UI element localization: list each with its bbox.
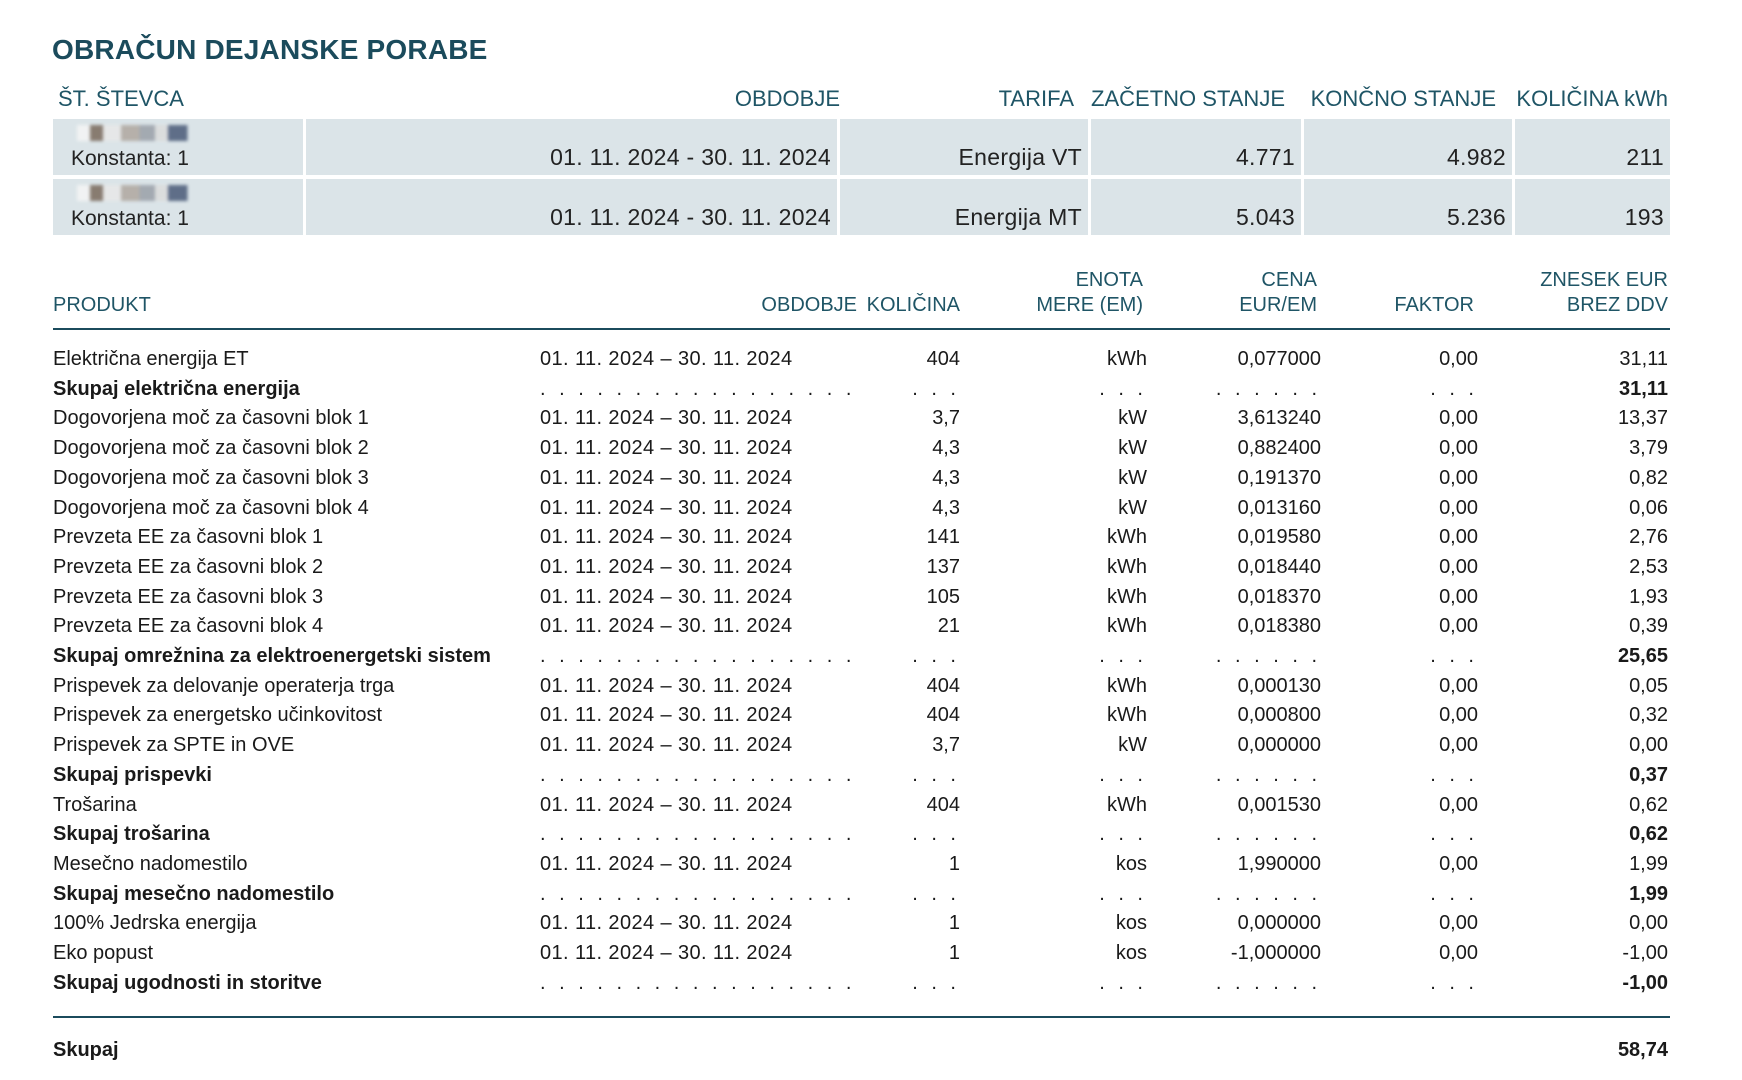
product-price: 0,000000 (1237, 734, 1321, 756)
product-amount: 0,32 (1629, 704, 1668, 726)
grand-total-row (53, 1036, 1670, 1064)
product-unit: kWh (1107, 586, 1147, 608)
product-period: 01. 11. 2024 – 30. 11. 2024 (540, 437, 793, 459)
product-quantity: . . . (912, 764, 960, 786)
product-factor: . . . (1430, 645, 1478, 667)
product-quantity: 404 (926, 348, 960, 370)
col-quantity-kwh: KOLIČINA kWh (1516, 86, 1668, 111)
col-tariff: TARIFA (998, 86, 1074, 111)
product-name: Mesečno nadomestilo (53, 853, 248, 875)
product-unit: kos (1115, 912, 1147, 934)
meter-period-cell (306, 179, 837, 235)
product-amount: 25,65 (1617, 645, 1668, 667)
table-row (53, 404, 1670, 432)
table-row (53, 612, 1670, 640)
section-title: OBRAČUN DEJANSKE PORABE (52, 34, 488, 65)
product-period: 01. 11. 2024 – 30. 11. 2024 (540, 853, 793, 875)
product-name: Skupaj prispevki (53, 764, 212, 786)
product-period: . . . . . . . . . . . . . . . . . (540, 378, 856, 400)
product-price: -1,000000 (1230, 942, 1321, 964)
product-period: . . . . . . . . . . . . . . . . . (540, 883, 856, 905)
product-price: . . . . . . (1215, 378, 1321, 400)
product-period: 01. 11. 2024 – 30. 11. 2024 (540, 704, 793, 726)
meter-constant: Konstanta: 1 (71, 207, 189, 230)
meter-end-cell (1304, 179, 1512, 235)
product-factor: . . . (1430, 823, 1478, 845)
product-unit: kW (1118, 437, 1147, 459)
meter-end: 5.236 (1446, 204, 1506, 230)
product-price: 0,013160 (1237, 497, 1321, 519)
product-amount: 31,11 (1619, 348, 1668, 370)
col-unit-line1: ENOTA (1075, 269, 1143, 291)
product-unit: . . . (1099, 378, 1147, 400)
product-table-header (53, 268, 1670, 320)
product-name: Skupaj trošarina (53, 823, 210, 845)
product-period: 01. 11. 2024 – 30. 11. 2024 (540, 497, 793, 519)
col-end-state: KONČNO STANJE (1310, 86, 1496, 111)
total-divider (53, 1016, 1670, 1018)
meter-start: 4.771 (1235, 144, 1295, 170)
product-amount: 0,37 (1629, 764, 1668, 786)
product-unit: kW (1118, 467, 1147, 489)
product-price: 0,191370 (1237, 467, 1321, 489)
product-price: 0,018380 (1237, 615, 1321, 637)
meter-end: 4.982 (1446, 144, 1506, 170)
subtotal-row (53, 969, 1670, 997)
product-name: Prispevek za SPTE in OVE (53, 734, 295, 756)
product-factor: 0,00 (1439, 526, 1478, 548)
product-period: . . . . . . . . . . . . . . . . . (540, 764, 856, 786)
product-price: 0,882400 (1237, 437, 1321, 459)
product-quantity: . . . (912, 645, 960, 667)
product-name: Dogovorjena moč za časovni blok 1 (53, 407, 369, 429)
product-unit: kos (1115, 942, 1147, 964)
product-period: 01. 11. 2024 – 30. 11. 2024 (540, 348, 793, 370)
product-name: Skupaj električna energija (53, 378, 300, 400)
product-unit: kW (1118, 497, 1147, 519)
product-name: Prispevek za energetsko učinkovitost (53, 704, 383, 726)
col-price-line1: CENA (1261, 269, 1317, 291)
product-quantity: 4,3 (932, 467, 960, 489)
col-meter: ŠT. ŠTEVCA (58, 86, 184, 111)
product-price: . . . . . . (1215, 883, 1321, 905)
product-factor: 0,00 (1439, 675, 1478, 697)
table-row (53, 464, 1670, 492)
product-price: 0,019580 (1237, 526, 1321, 548)
product-amount: 31,11 (1619, 378, 1668, 400)
product-factor: . . . (1430, 764, 1478, 786)
product-period: 01. 11. 2024 – 30. 11. 2024 (540, 407, 793, 429)
product-unit: kos (1115, 853, 1147, 875)
product-factor: 0,00 (1439, 853, 1478, 875)
col-factor: FAKTOR (1394, 294, 1474, 316)
product-amount: -1,00 (1622, 972, 1668, 994)
meter-tariff-cell (840, 179, 1088, 235)
meter-constant: Konstanta: 1 (71, 147, 189, 170)
product-price: 0,000130 (1237, 675, 1321, 697)
product-name: Skupaj omrežnina za elektroenergetski sistem (53, 645, 491, 667)
product-quantity: 404 (926, 675, 960, 697)
product-unit: kWh (1107, 526, 1147, 548)
subtotal-row (53, 375, 1670, 403)
product-unit: kWh (1107, 794, 1147, 816)
table-row (53, 672, 1670, 700)
product-factor: 0,00 (1439, 467, 1478, 489)
product-period: 01. 11. 2024 – 30. 11. 2024 (540, 586, 793, 608)
product-price: 1,990000 (1237, 853, 1321, 875)
product-price: . . . . . . (1215, 764, 1321, 786)
product-amount: 2,53 (1629, 556, 1668, 578)
product-unit: kW (1118, 734, 1147, 756)
product-name: Dogovorjena moč za časovni blok 3 (53, 467, 369, 489)
product-unit: kWh (1107, 675, 1147, 697)
product-name: Dogovorjena moč za časovni blok 4 (53, 497, 369, 519)
product-period: 01. 11. 2024 – 30. 11. 2024 (540, 556, 793, 578)
meter-qty-cell (1515, 179, 1670, 235)
product-period: 01. 11. 2024 – 30. 11. 2024 (540, 615, 793, 637)
product-unit: . . . (1099, 764, 1147, 786)
col-unit-line2: MERE (EM) (1036, 294, 1143, 316)
product-price: 0,000800 (1237, 704, 1321, 726)
meter-end-cell (1304, 119, 1512, 175)
product-amount: 0,39 (1629, 615, 1668, 637)
product-factor: 0,00 (1439, 615, 1478, 637)
product-period: 01. 11. 2024 – 30. 11. 2024 (540, 467, 793, 489)
product-unit: kWh (1107, 556, 1147, 578)
product-quantity: . . . (912, 378, 960, 400)
product-amount: 0,00 (1629, 734, 1668, 756)
product-quantity: 21 (937, 615, 960, 637)
meter-start: 5.043 (1235, 204, 1295, 230)
product-name: Prevzeta EE za časovni blok 3 (53, 586, 324, 608)
subtotal-row (53, 880, 1670, 908)
product-period: . . . . . . . . . . . . . . . . . (540, 972, 856, 994)
col-start-state: ZAČETNO STANJE (1091, 86, 1285, 111)
subtotal-row (53, 820, 1670, 848)
meter-table-header (56, 86, 1670, 116)
table-row (53, 345, 1670, 373)
product-quantity: 3,7 (932, 734, 960, 756)
col-period: OBDOBJE (761, 294, 857, 316)
product-price: 0,001530 (1237, 794, 1321, 816)
product-factor: 0,00 (1439, 407, 1478, 429)
product-factor: . . . (1430, 378, 1478, 400)
product-factor: 0,00 (1439, 734, 1478, 756)
product-name: Prevzeta EE za časovni blok 2 (53, 556, 324, 578)
product-name: Trošarina (53, 794, 137, 816)
product-quantity: 141 (926, 526, 960, 548)
product-quantity: 4,3 (932, 497, 960, 519)
product-amount: -1,00 (1622, 942, 1668, 964)
product-quantity: 1 (948, 942, 960, 964)
product-unit: . . . (1099, 645, 1147, 667)
product-quantity: 404 (926, 704, 960, 726)
col-amount-line2: BREZ DDV (1566, 294, 1668, 316)
table-row (53, 731, 1670, 759)
product-factor: . . . (1430, 883, 1478, 905)
meter-tariff: Energija VT (958, 144, 1082, 170)
product-unit: kWh (1107, 615, 1147, 637)
product-amount: 3,79 (1629, 437, 1668, 459)
product-price: 0,077000 (1237, 348, 1321, 370)
col-period: OBDOBJE (734, 86, 840, 111)
product-name: Skupaj mesečno nadomestilo (53, 883, 335, 905)
table-row (53, 791, 1670, 819)
product-period: . . . . . . . . . . . . . . . . . (540, 823, 856, 845)
product-period: . . . . . . . . . . . . . . . . . (540, 645, 856, 667)
meter-period-cell (306, 119, 837, 175)
product-period: 01. 11. 2024 – 30. 11. 2024 (540, 734, 793, 756)
product-unit: . . . (1099, 823, 1147, 845)
product-amount: 13,37 (1617, 407, 1668, 429)
table-row (53, 553, 1670, 581)
product-factor: 0,00 (1439, 942, 1478, 964)
product-amount: 0,00 (1629, 912, 1668, 934)
product-price: . . . . . . (1215, 972, 1321, 994)
product-amount: 0,62 (1629, 794, 1668, 816)
product-quantity: 4,3 (932, 437, 960, 459)
product-period: 01. 11. 2024 – 30. 11. 2024 (540, 942, 793, 964)
product-price: 0,000000 (1237, 912, 1321, 934)
product-amount: 0,05 (1629, 675, 1668, 697)
product-factor: 0,00 (1439, 586, 1478, 608)
product-factor: . . . (1430, 972, 1478, 994)
product-period: 01. 11. 2024 – 30. 11. 2024 (540, 675, 793, 697)
product-factor: 0,00 (1439, 348, 1478, 370)
meter-tariff: Energija MT (954, 204, 1082, 230)
product-amount: 0,62 (1629, 823, 1668, 845)
product-quantity: 3,7 (932, 407, 960, 429)
table-row (53, 523, 1670, 551)
product-name: Skupaj ugodnosti in storitve (53, 972, 322, 994)
product-period: 01. 11. 2024 – 30. 11. 2024 (540, 794, 793, 816)
product-name: Električna energija ET (53, 348, 249, 370)
col-quantity: KOLIČINA (866, 294, 960, 316)
product-name: 100% Jedrska energija (53, 912, 257, 934)
product-factor: 0,00 (1439, 437, 1478, 459)
product-amount: 0,06 (1629, 497, 1668, 519)
meter-qty: 193 (1624, 204, 1664, 230)
product-price: . . . . . . (1215, 645, 1321, 667)
product-quantity: . . . (912, 883, 960, 905)
product-unit: kW (1118, 407, 1147, 429)
product-period: 01. 11. 2024 – 30. 11. 2024 (540, 526, 793, 548)
product-quantity: 1 (948, 853, 960, 875)
product-name: Eko popust (53, 942, 154, 964)
product-factor: 0,00 (1439, 912, 1478, 934)
meter-tariff-cell (840, 119, 1088, 175)
product-unit: . . . (1099, 883, 1147, 905)
col-product: PRODUKT (53, 294, 151, 316)
product-amount: 1,99 (1629, 853, 1668, 875)
product-price: . . . . . . (1215, 823, 1321, 845)
redacted-meter-number (77, 185, 207, 201)
product-period: 01. 11. 2024 – 30. 11. 2024 (540, 912, 793, 934)
table-row (53, 494, 1670, 522)
meter-start-cell (1091, 179, 1301, 235)
subtotal-row (53, 642, 1670, 670)
meter-qty: 211 (1626, 144, 1664, 170)
meter-period: 01. 11. 2024 - 30. 11. 2024 (550, 204, 831, 230)
table-row (53, 850, 1670, 878)
product-amount: 0,82 (1629, 467, 1668, 489)
product-amount: 1,99 (1629, 883, 1668, 905)
product-quantity: 1 (948, 912, 960, 934)
product-name: Prevzeta EE za časovni blok 4 (53, 615, 324, 637)
product-name: Prispevek za delovanje operaterja trga (53, 675, 395, 697)
product-quantity: 404 (926, 794, 960, 816)
meter-period: 01. 11. 2024 - 30. 11. 2024 (550, 144, 831, 170)
meter-row (53, 119, 1670, 175)
meter-qty-cell (1515, 119, 1670, 175)
product-factor: 0,00 (1439, 556, 1478, 578)
product-unit: kWh (1107, 704, 1147, 726)
product-quantity: . . . (912, 972, 960, 994)
product-quantity: 137 (926, 556, 960, 578)
table-row (53, 434, 1670, 462)
product-amount: 2,76 (1629, 526, 1668, 548)
product-quantity: 105 (926, 586, 960, 608)
col-amount-line1: ZNESEK EUR (1540, 269, 1668, 291)
table-row (53, 909, 1670, 937)
table-row (53, 939, 1670, 967)
product-unit: . . . (1099, 972, 1147, 994)
header-divider (53, 328, 1670, 330)
product-factor: 0,00 (1439, 704, 1478, 726)
subtotal-row (53, 761, 1670, 789)
col-price-line2: EUR/EM (1239, 294, 1317, 316)
product-quantity: . . . (912, 823, 960, 845)
grand-total-amount: 58,74 (1617, 1039, 1668, 1061)
meter-start-cell (1091, 119, 1301, 175)
product-unit: kWh (1107, 348, 1147, 370)
product-name: Dogovorjena moč za časovni blok 2 (53, 437, 369, 459)
grand-total-label: Skupaj (53, 1039, 119, 1061)
product-factor: 0,00 (1439, 794, 1478, 816)
meter-id-cell (53, 179, 303, 235)
product-price: 0,018440 (1237, 556, 1321, 578)
product-price: 3,613240 (1237, 407, 1321, 429)
product-price: 0,018370 (1237, 586, 1321, 608)
product-factor: 0,00 (1439, 497, 1478, 519)
redacted-meter-number (77, 125, 207, 141)
meter-row (53, 179, 1670, 235)
meter-id-cell (53, 119, 303, 175)
product-name: Prevzeta EE za časovni blok 1 (53, 526, 324, 548)
table-row (53, 583, 1670, 611)
table-row (53, 701, 1670, 729)
product-amount: 1,93 (1629, 586, 1668, 608)
